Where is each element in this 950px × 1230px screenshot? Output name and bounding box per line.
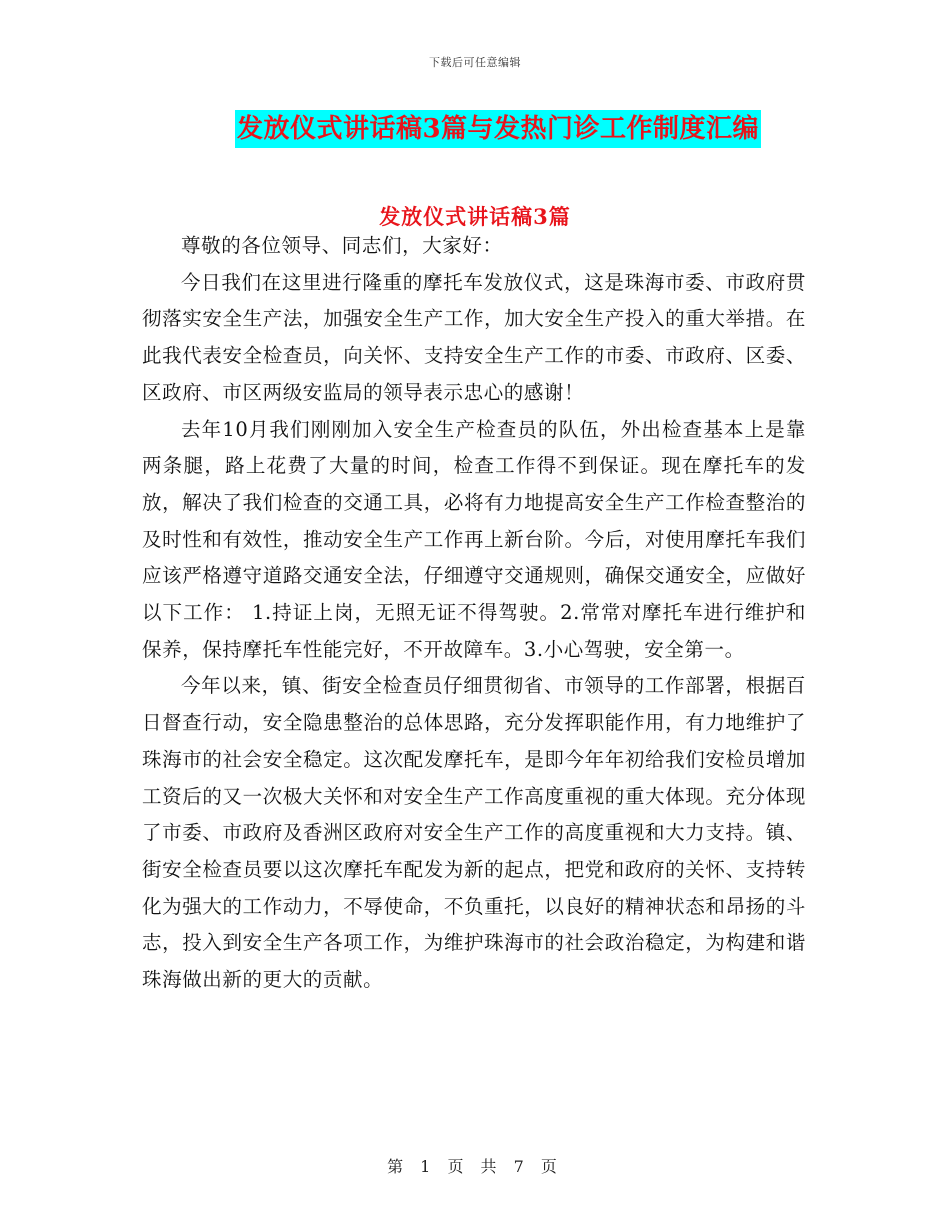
document-body <box>142 228 806 999</box>
document-title-container <box>0 110 950 148</box>
section-title: 发放仪式讲话稿3篇 <box>379 204 571 229</box>
paragraph: 今日我们在这里进行隆重的摩托车发放仪式，这是珠海市委、市政府贯彻落实安全生产法，加强安全生产工作，加大安全生产投入的重大举措。在此我代表安全检查员，向关怀、支持安全生产工作的市委、市政府、区委、区政府、市区两级安监局的领导表示忠心的感谢！ <box>142 270 806 404</box>
paragraph: 今年以来，镇、街安全检查员仔细贯彻省、市领导的工作部署，根据百日督查行动，安全隐患整治的总体思路，充分发挥职能作用，有力地维护了珠海市的社会安全稳定。这次配发摩托车，是即今年年初给我们安检员增加工资后的又一次极大关怀和对安全生产工作高度重视的重大体现。充分体现了市委、市政府及香洲区政府对安全生产工作的高度重视和大力支持。镇、街安全检查员要以这次摩托车配发为新的起点，把党和政府的关怀、支持转化为强大的工作动力，不辱使命，不负重托，以良好的精神状态和昂扬的斗志，投入到安全生产各项工作，为维护珠海市的社会政治稳定，为构建和谐珠海做出新的更大的贡献。 <box>142 674 806 992</box>
paragraph: 去年10月我们刚刚加入安全生产检查员的队伍，外出检查基本上是靠两条腿，路上花费了大量的时间，检查工作得不到保证。现在摩托车的发放，解决了我们检查的交通工具，必将有力地提高安全生产工作检查整治的及时性和有效性，推动安全生产工作再上新台阶。今后，对使用摩托车我们应该严格遵守道路交通安全法，仔细遵守交通规则，确保交通安全，应做好以下工作： 1.持证上岗，无照无证不得驾驶。2.常常对摩托车进行维护和保养，保持摩托车性能完好，不开故障车。3.小心驾驶，安全第一。 <box>142 417 806 661</box>
page-indicator: 第 1 页 共 7 页 <box>387 1157 563 1176</box>
document-title: 发放仪式讲话稿3篇与发热门诊工作制度汇编 <box>235 110 761 148</box>
paragraph-greeting: 尊敬的各位领导、同志们，大家好： <box>181 234 503 257</box>
header-note: 下载后可任意编辑 <box>429 56 521 69</box>
